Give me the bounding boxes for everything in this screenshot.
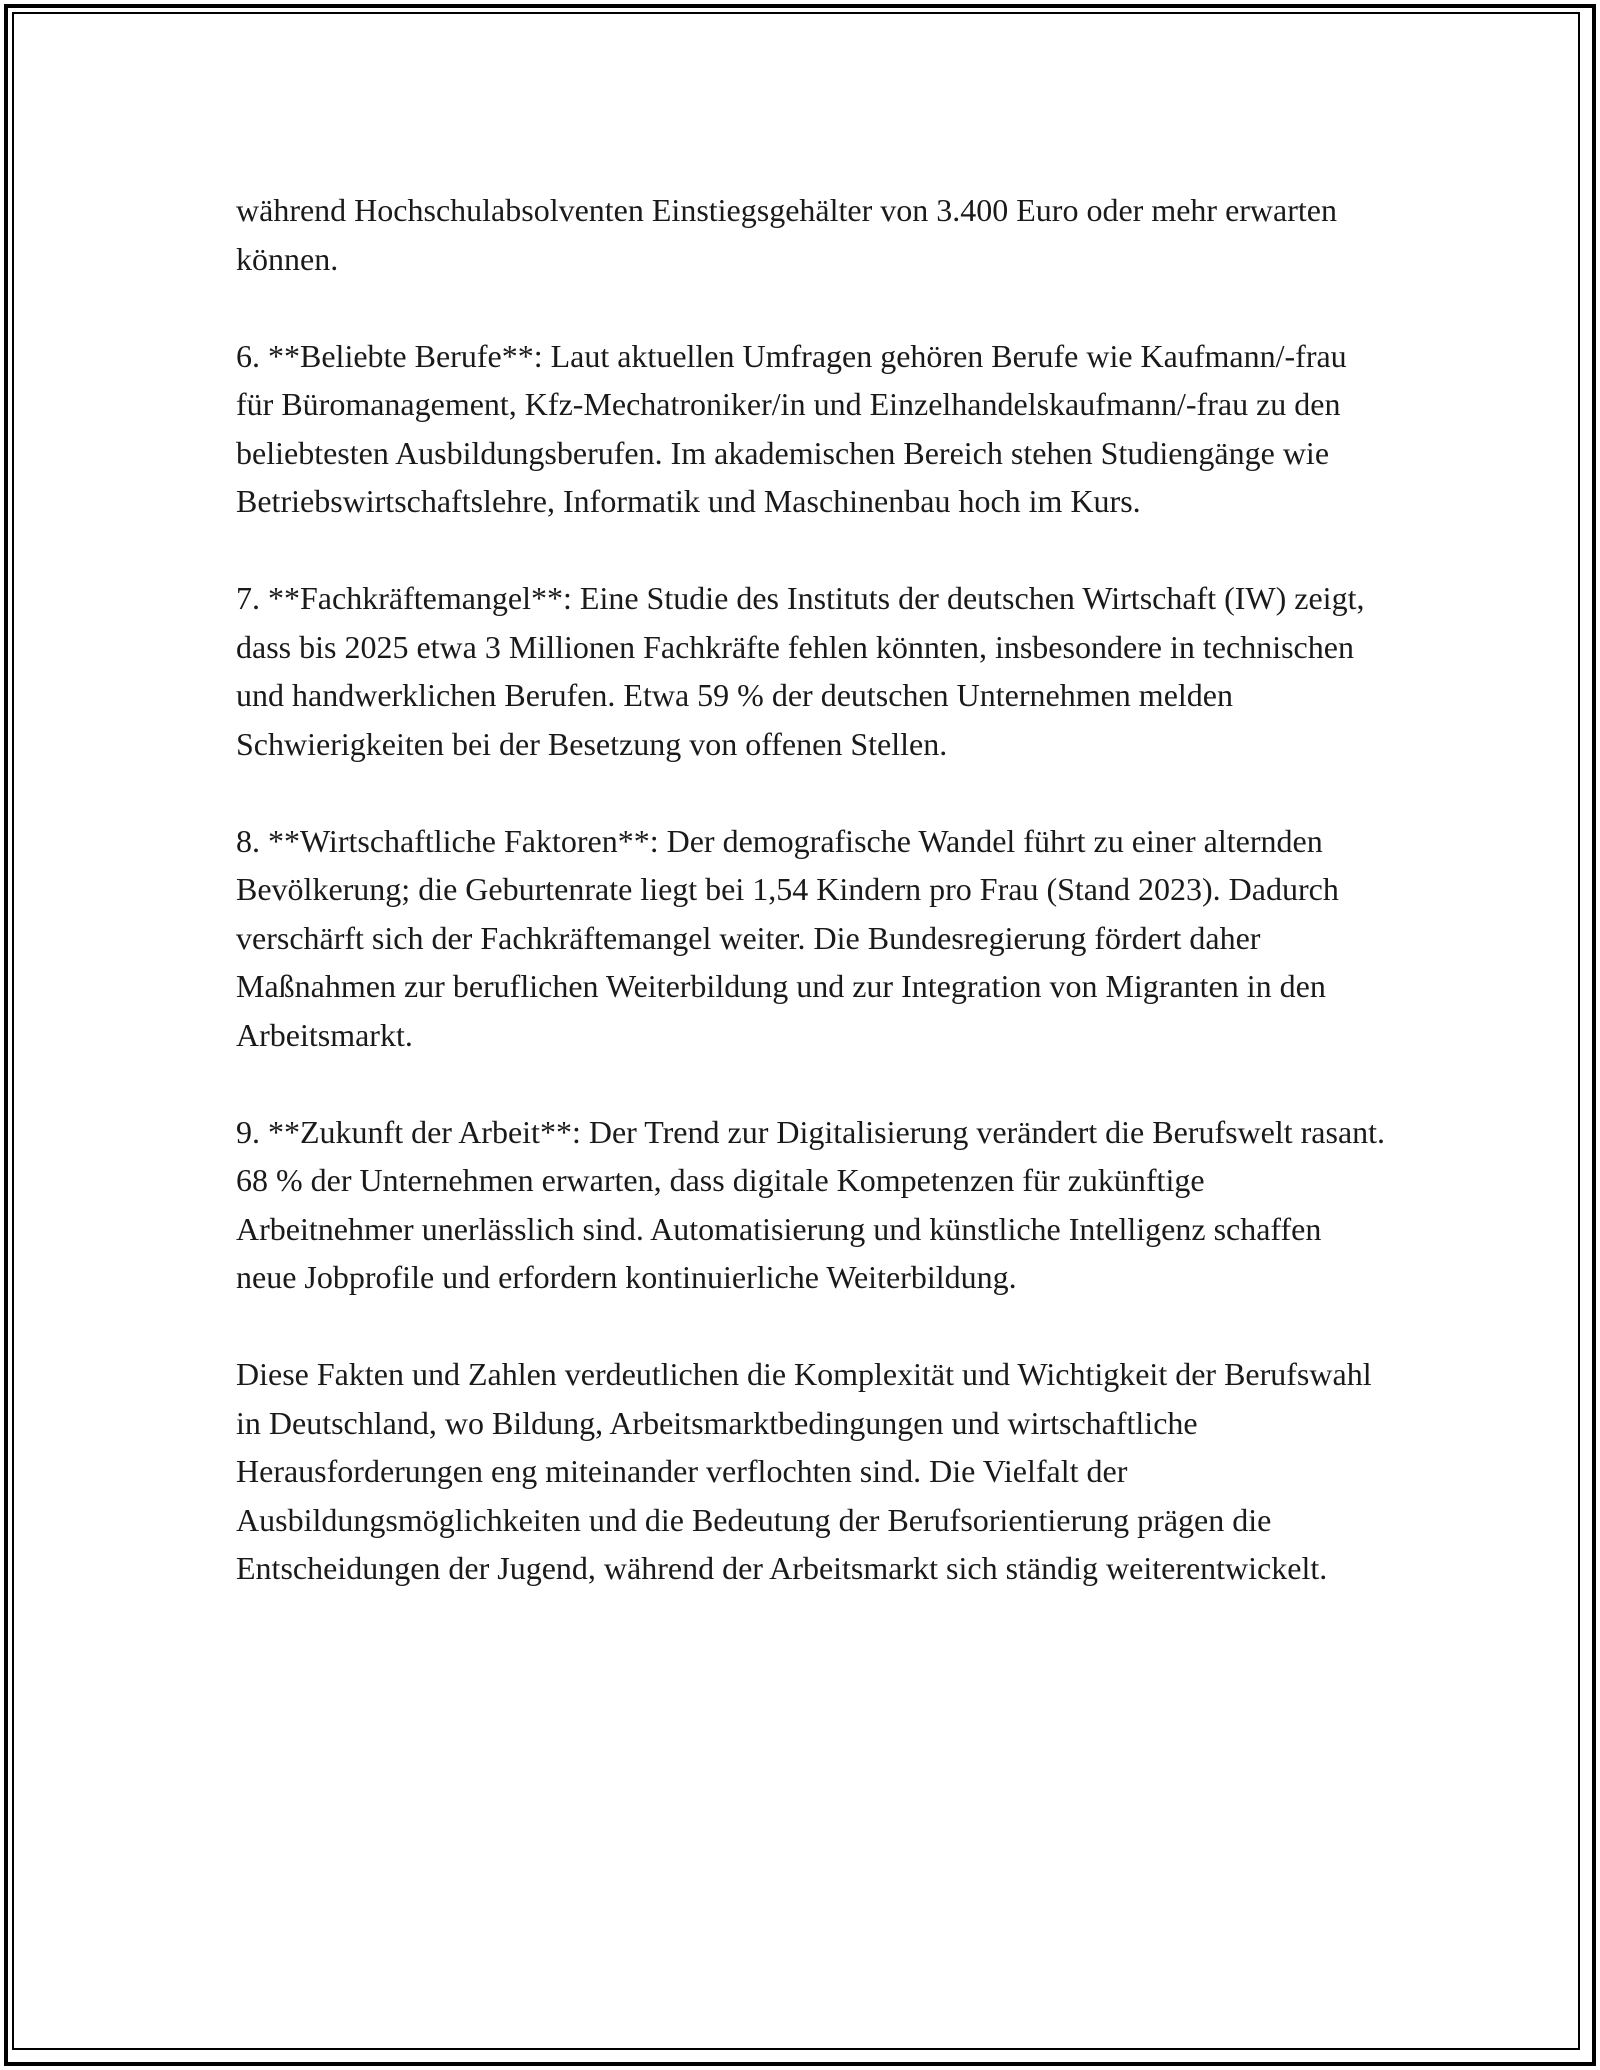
paragraph-economic-factors: 8. **Wirtschaftliche Faktoren**: Der demografische Wandel führt zu einer alternden Bevölkerung; die Geburtenrate liegt bei 1,54 Kindern pro Frau (Stand 2023). Dadurch verschärft sich der Fachkräftemangel weiter. Die Bundesregierung fördert daher Maßnahmen zur beruflichen Weiterbildung und zur Integration von Migranten in den Arbeitsmarkt. (236, 822, 1339, 1053)
paragraph-future-of-work: 9. **Zukunft der Arbeit**: Der Trend zur Digitalisierung verändert die Berufswelt rasant. 68 % der Unternehmen erwarten, dass digitale Kompetenzen für zukünftige Arbeitnehmer unerlässlich sind. Automatisierung und künstliche Intelligenz schaffen neue Jobprofile und erfordern kontinuierliche Weiterbildung. (236, 1113, 1386, 1295)
paragraph-popular-professions: 6. **Beliebte Berufe**: Laut aktuellen Umfragen gehören Berufe wie Kaufmann/-frau für Büromanagement, Kfz-Mechatroniker/in und Einzelhandelskaufmann/-frau zu den beliebtesten Ausbildungsberufen. Im akademischen Bereich stehen Studiengänge wie Betriebswirtschaftslehre, Informatik und Maschinenbau hoch im Kurs. (236, 337, 1347, 519)
document-body (236, 186, 1386, 1593)
paragraph-conclusion: Diese Fakten und Zahlen verdeutlichen die Komplexität und Wichtigkeit der Berufswahl in Deutschland, wo Bildung, Arbeitsmarktbedingungen und wirtschaftliche Herausforderungen eng miteinander verflochten sind. Die Vielfalt der Ausbildungsmöglichkeiten und die Bedeutung der Berufsorientierung prägen die Entscheidungen der Jugend, während der Arbeitsmarkt sich ständig weiterentwickelt. (236, 1356, 1372, 1586)
paragraph-skilled-labor-shortage: 7. **Fachkräftemangel**: Eine Studie des Instituts der deutschen Wirtschaft (IW) zeigt, dass bis 2025 etwa 3 Millionen Fachkräfte fehlen könnten, insbesondere in technischen und handwerklichen Berufen. Etwa 59 % der deutschen Unternehmen melden Schwierigkeiten bei der Besetzung von offenen Stellen. (236, 580, 1365, 762)
paragraph-salary-continuation: während Hochschulabsolventen Einstiegsgehälter von 3.400 Euro oder mehr erwarten können. (236, 192, 1337, 277)
